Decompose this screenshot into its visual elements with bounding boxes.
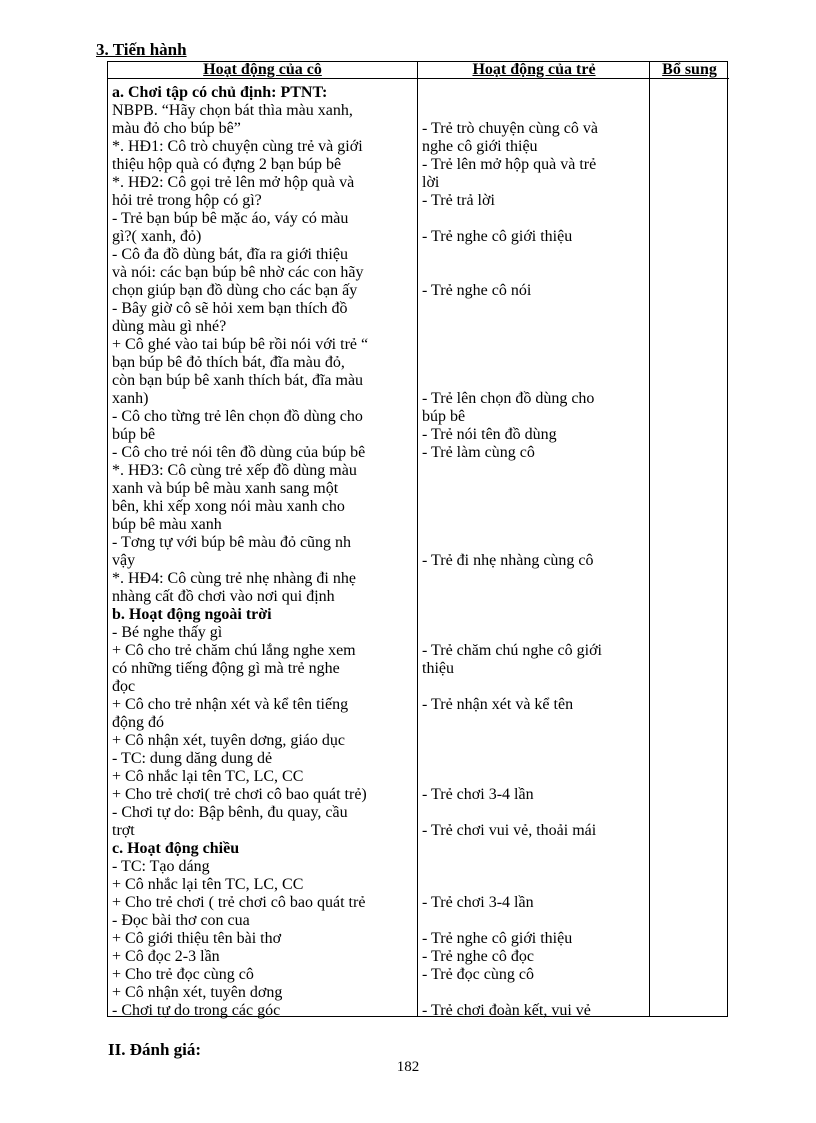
teacher-activity-line: nhàng cất đồ chơi vào nơi qui định (112, 588, 335, 605)
teacher-activity-line: + Cho trẻ chơi( trẻ chơi cô bao quát trẻ) (112, 786, 367, 803)
teacher-activity-line: màu đỏ cho búp bê” (112, 120, 241, 137)
teacher-activity-line: + Cô cho trẻ chăm chú lắng nghe xem (112, 642, 356, 659)
teacher-activity-line: + Cô nhận xét, tuyên dơng (112, 984, 283, 1001)
child-activity-line: - Trẻ nhận xét và kể tên (422, 696, 574, 713)
teacher-activity-line: - TC: Tạo dáng (112, 858, 210, 875)
child-activity-line: - Trẻ chăm chú nghe cô giới (422, 642, 602, 659)
teacher-activity-line: + Cô nhắc lại tên TC, LC, CC (112, 768, 304, 785)
child-activity-line: - Trẻ nghe cô nói (422, 282, 532, 299)
child-activity-line: - Trẻ nghe cô giới thiệu (422, 228, 573, 245)
teacher-activity-line: + Cho trẻ đọc cùng cô (112, 966, 254, 983)
teacher-activity-line: *. HĐ4: Cô cùng trẻ nhẹ nhàng đi nhẹ (112, 570, 356, 587)
teacher-activity-column (108, 62, 417, 1019)
header-child-activity: Hoạt động của trẻ (418, 62, 650, 79)
teacher-activity-line: - Bây giờ cô sẽ hỏi xem bạn thích đồ (112, 300, 348, 317)
child-activity-line: - Trẻ trò chuyện cùng cô và (422, 120, 598, 137)
teacher-activity-line: - Cô cho từng trẻ lên chọn đồ dùng cho (112, 408, 363, 425)
teacher-activity-line: + Cô cho trẻ nhận xét và kể tên tiếng (112, 696, 349, 713)
teacher-activity-line: - Trẻ bạn búp bê mặc áo, váy có màu (112, 210, 349, 227)
child-activity-line: - Trẻ nghe cô giới thiệu (422, 930, 573, 947)
teacher-activity-line: + Cô nhận xét, tuyên dơng, giáo dục (112, 732, 345, 749)
teacher-activity-line: - Tơng tự với búp bê màu đỏ cũng nh (112, 534, 352, 551)
teacher-activity-line: động đó (112, 714, 164, 731)
activity-section-title: b. Hoạt động ngoài trời (112, 606, 272, 623)
teacher-activity-line: *. HĐ1: Cô trò chuyện cùng trẻ và giới (112, 138, 363, 155)
teacher-activity-line: búp bê màu xanh (112, 516, 222, 533)
teacher-activity-line: búp bê (112, 426, 156, 443)
teacher-activity-line: gì?( xanh, đỏ) (112, 228, 202, 245)
supplement-column (649, 62, 729, 1016)
child-activity-line: - Trẻ chơi vui vẻ, thoải mái (422, 822, 597, 839)
teacher-activity-line: *. HĐ2: Cô gọi trẻ lên mở hộp quà và (112, 174, 355, 191)
teacher-activity-line: vậy (112, 552, 136, 569)
teacher-activity-line: + Cho trẻ chơi ( trẻ chơi cô bao quát trẻ (112, 894, 366, 911)
child-activity-line: nghe cô giới thiệu (422, 138, 538, 155)
child-activity-line: - Trẻ chơi đoàn kết, vui vẻ (422, 1002, 591, 1019)
teacher-activity-line: + Cô đọc 2-3 lần (112, 948, 220, 965)
teacher-activity-line: bên, khi xếp xong nói màu xanh cho (112, 498, 345, 515)
teacher-activity-line: thiệu hộp quà có đựng 2 bạn búp bê (112, 156, 342, 173)
teacher-activity-line: trợt (112, 822, 135, 839)
teacher-activity-line: xanh và búp bê màu xanh sang một (112, 480, 339, 497)
section-heading: 3. Tiến hành (96, 40, 187, 59)
child-activity-line: - Trẻ trả lời (422, 192, 495, 209)
teacher-activity-line: - Cô đa đồ dùng bát, đĩa ra giới thiệu (112, 246, 348, 263)
teacher-activity-line: - Chơi tự do: Bập bênh, đu quay, cầu (112, 804, 348, 821)
teacher-activity-line: còn bạn búp bê xanh thích bát, đĩa màu (112, 372, 364, 389)
activity-section-title: c. Hoạt động chiều (112, 840, 240, 857)
teacher-activity-line: + Cô nhắc lại tên TC, LC, CC (112, 876, 304, 893)
child-activity-line: - Trẻ làm cùng cô (422, 444, 535, 461)
teacher-activity-line: hỏi trẻ trong hộp có gì? (112, 192, 262, 209)
child-activity-line: - Trẻ nói tên đồ dùng (422, 426, 557, 443)
teacher-activity-line: xanh) (112, 390, 149, 407)
child-activity-line: - Trẻ chơi 3-4 lần (422, 894, 534, 911)
teacher-activity-line: - Cô cho trẻ nói tên đồ dùng của búp bê (112, 444, 366, 461)
child-activity-line: lời (422, 174, 440, 191)
header-teacher-activity: Hoạt động của cô (108, 62, 417, 79)
child-activity-column (417, 62, 650, 1019)
child-activity-line: - Trẻ chơi 3-4 lần (422, 786, 534, 803)
teacher-activity-line: + Cô giới thiệu tên bài thơ (112, 930, 282, 947)
teacher-activity-line: *. HĐ3: Cô cùng trẻ xếp đồ dùng màu (112, 462, 357, 479)
teacher-activity-line: - Bé nghe thấy gì (112, 624, 223, 641)
child-activity-line: thiệu (422, 660, 454, 677)
teacher-activity-line: - Đọc bài thơ con cua (112, 912, 250, 929)
activity-section-title: a. Chơi tập có chủ định: PTNT: (112, 84, 328, 101)
header-supplement: Bổ sung (650, 62, 729, 79)
child-activity-line: - Trẻ đọc cùng cô (422, 966, 534, 983)
child-activity-line: - Trẻ đi nhẹ nhàng cùng cô (422, 552, 594, 569)
teacher-activity-line: + Cô ghé vào tai búp bê rồi nói với trẻ “ (112, 336, 369, 353)
child-activity-line: - Trẻ nghe cô đọc (422, 948, 534, 965)
activity-table (107, 61, 728, 1017)
teacher-activity-line: - TC: dung dăng dung dẻ (112, 750, 273, 767)
teacher-activity-line: chọn giúp bạn đồ dùng cho các bạn ấy (112, 282, 358, 299)
page-number: 182 (396, 1059, 420, 1075)
teacher-activity-line: và nói: các bạn búp bê nhờ các con hãy (112, 264, 364, 281)
teacher-activity-line: - Chơi tự do trong các góc (112, 1002, 281, 1019)
teacher-activity-line: NBPB. “Hãy chọn bát thìa màu xanh, (112, 102, 353, 119)
child-activity-line: - Trẻ lên chọn đồ dùng cho (422, 390, 595, 407)
child-activity-line: búp bê (422, 408, 466, 425)
evaluation-heading: II. Đánh giá: (108, 1040, 202, 1059)
child-activity-line: - Trẻ lên mở hộp quà và trẻ (422, 156, 597, 173)
teacher-activity-line: có những tiếng động gì mà trẻ nghe (112, 660, 340, 677)
teacher-activity-line: dùng màu gì nhé? (112, 318, 227, 335)
teacher-activity-line: đọc (112, 678, 136, 695)
teacher-activity-line: bạn búp bê đỏ thích bát, đĩa màu đỏ, (112, 354, 345, 371)
